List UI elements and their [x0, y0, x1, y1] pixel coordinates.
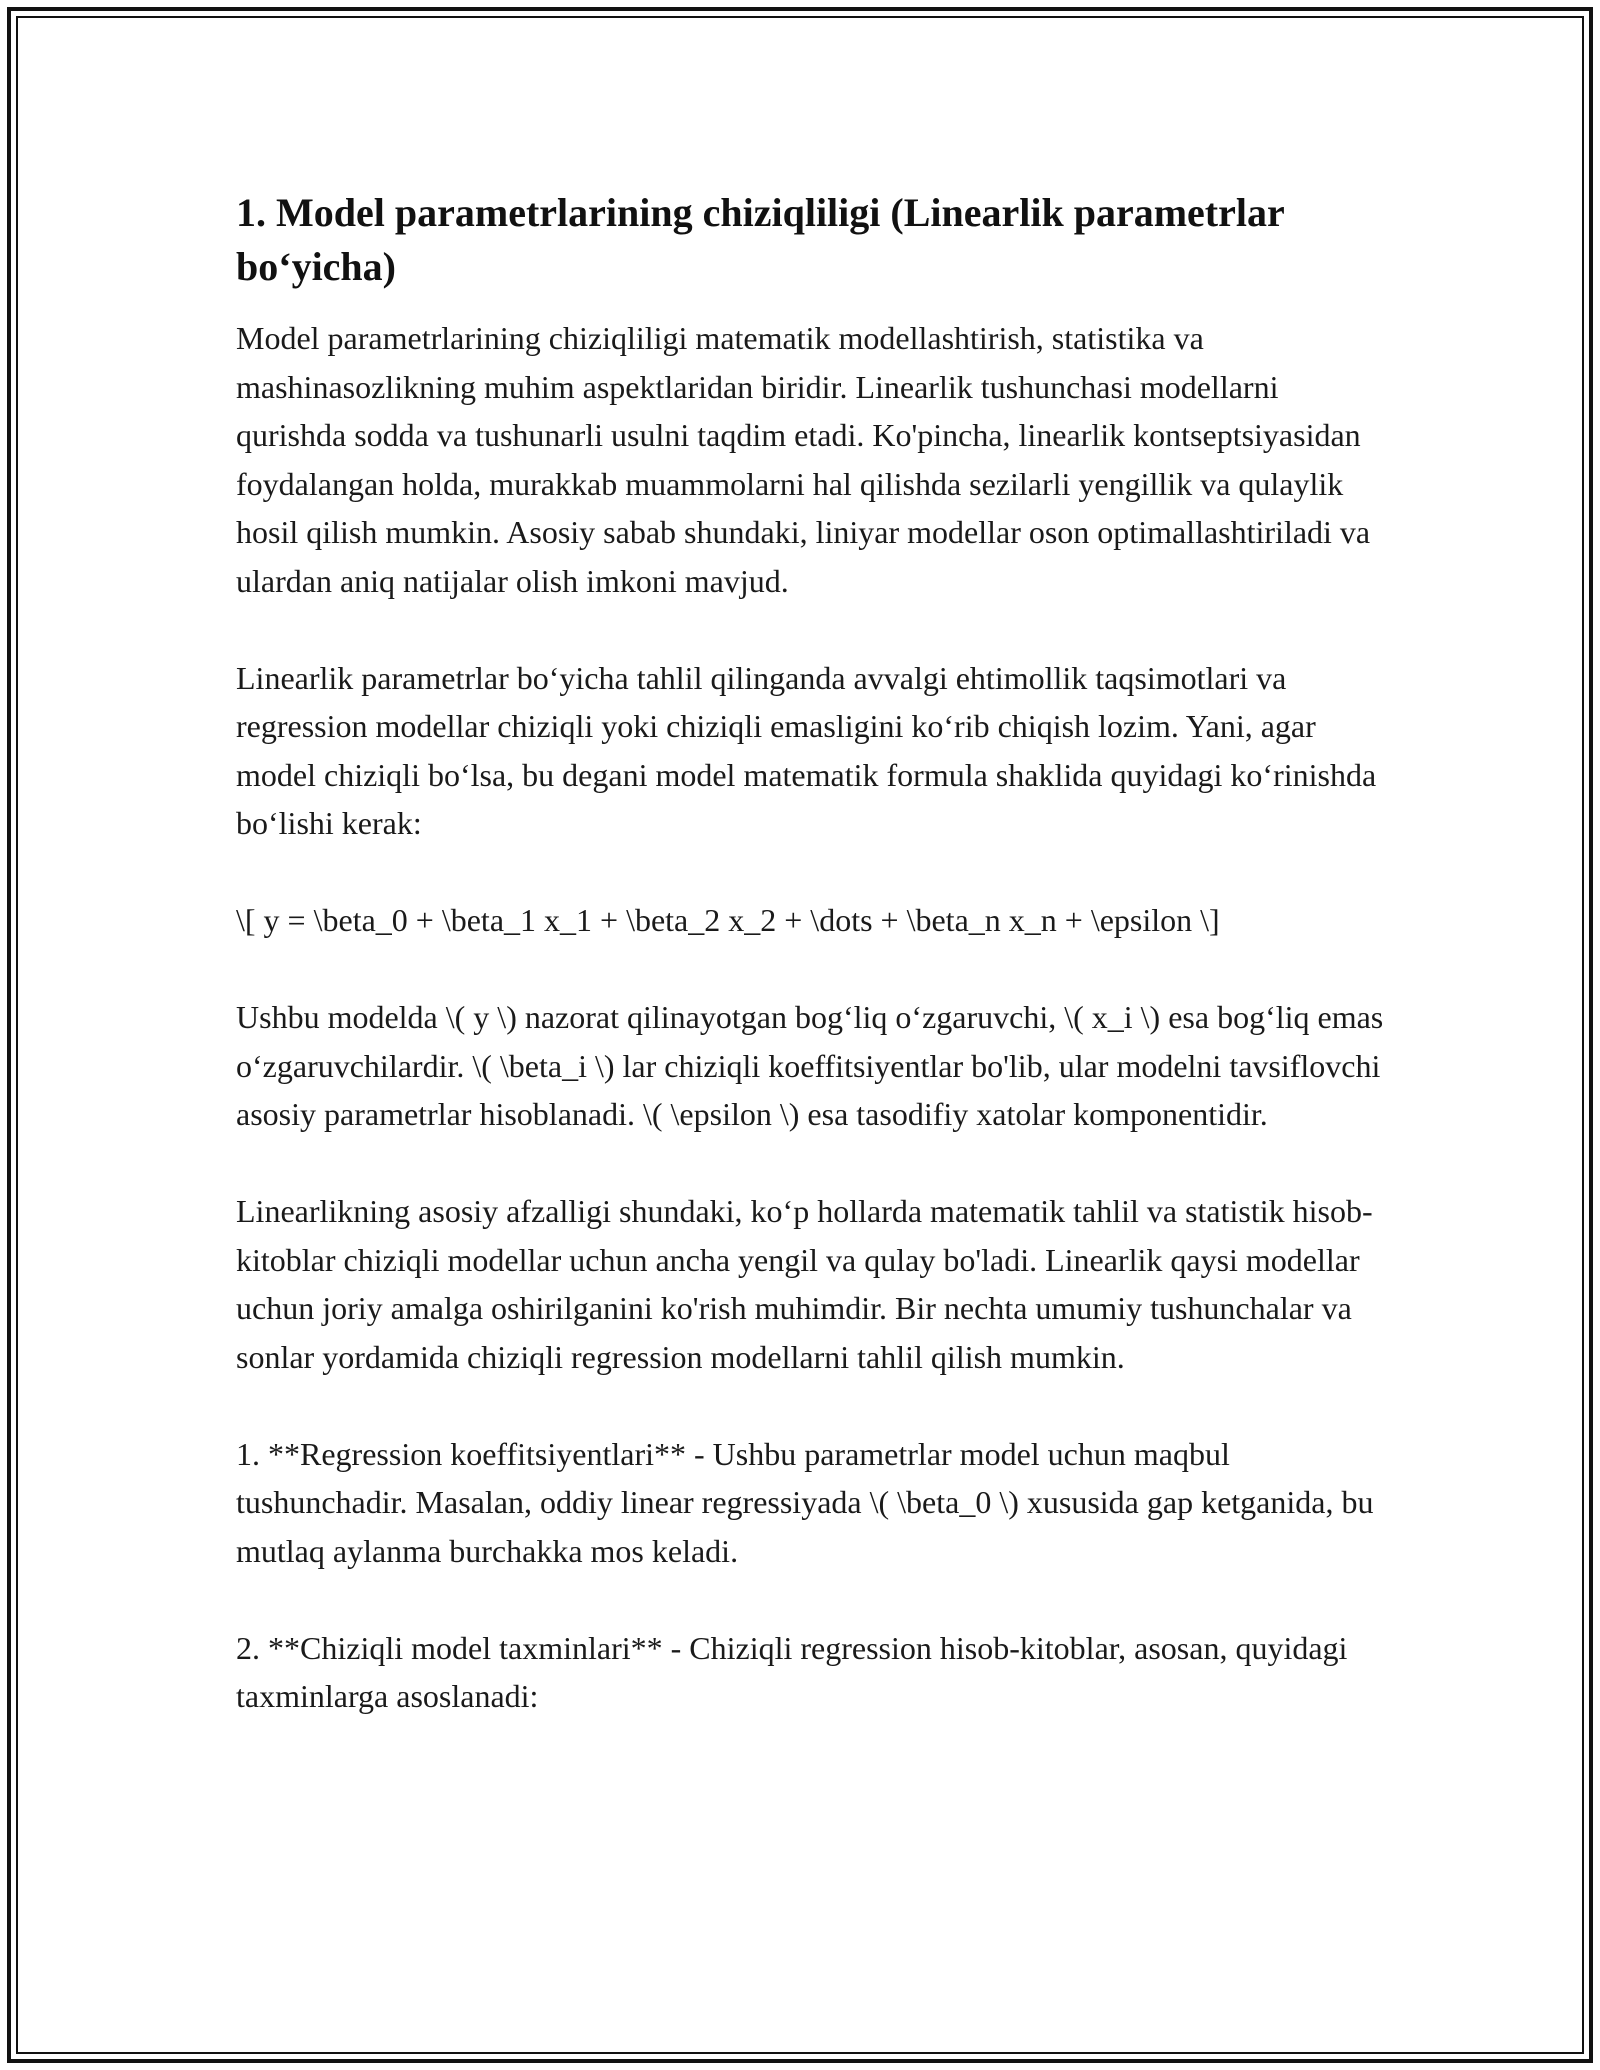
paragraph-model-description: Ushbu modelda \( y \) nazorat qilinayotgan bog‘liq o‘zgaruvchi, \( x_i \) esa bog‘liq emas o‘zgaruvchilardir. \( \beta_i \) lar chiziqli koeffitsiyentlar bo'lib, ular modelni tavsiflovchi asosiy parametrlar hisoblanadi. \( \epsilon \) esa tasodifiy xatolar komponentidir. [236, 999, 1384, 1132]
formula-line: \[ y = \beta_0 + \beta_1 x_1 + \beta_2 x_2 + \dots + \beta_n x_n + \epsilon \] [236, 902, 1220, 938]
section-heading: 1. Model parametrlarining chiziqliligi (Linearlik parametrlar bo‘yicha) [236, 190, 1285, 289]
list-item-linear-model-assumptions: 2. **Chiziqli model taxminlari** - Chiziqli regression hisob-kitoblar, asosan, quyidagi taxminlarga asoslanadi: [236, 1629, 1348, 1714]
paragraph-advantages: Linearlikning asosiy afzalligi shundaki, ko‘p hollarda matematik tahlil va statistik hisob-kitoblar chiziqli modellar uchun ancha yengil va qulay bo'ladi. Linearlik qaysi modellar uchun joriy amalga oshirilganini ko'rish muhimdir. Bir nechta umumiy tushunchalar va sonlar yordamida chiziqli regression modellarni tahlil qilish mumkin. [236, 1193, 1373, 1375]
paragraph-intro: Model parametrlarining chiziqliligi matematik modellashtirish, statistika va mashinasozlikning muhim aspektlaridan biridir. Linearlik tushunchasi modellarni qurishda sodda va tushunarli usulni taqdim etadi. Ko'pincha, linearlik kontseptsiyasidan foydalangan holda, murakkab muammolarni hal qilishda sezilarli yengillik va qulaylik hosil qilish mumkin. Asosiy sabab shundaki, liniyar modellar oson optimallashtiriladi va ulardan aniq natijalar olish imkoni mavjud. [236, 320, 1371, 599]
paragraph-linearity: Linearlik parametrlar bo‘yicha tahlil qilinganda avvalgi ehtimollik taqsimotlari va regression modellar chiziqli yoki chiziqli emasligini ko‘rib chiqish lozim. Yani, agar model chiziqli bo‘lsa, bu degani model matematik formula shaklida quyidagi ko‘rinishda bo‘lishi kerak: [236, 659, 1377, 841]
list-item-regression-coefficients: 1. **Regression koeffitsiyentlari** - Ushbu parametrlar model uchun maqbul tushunchadir. Masalan, oddiy linear regressiyada \( \beta_0 \) xususida gap ketganida, bu mutlaq aylanma burchakka mos keladi. [236, 1435, 1374, 1569]
document-body [236, 186, 1386, 1769]
